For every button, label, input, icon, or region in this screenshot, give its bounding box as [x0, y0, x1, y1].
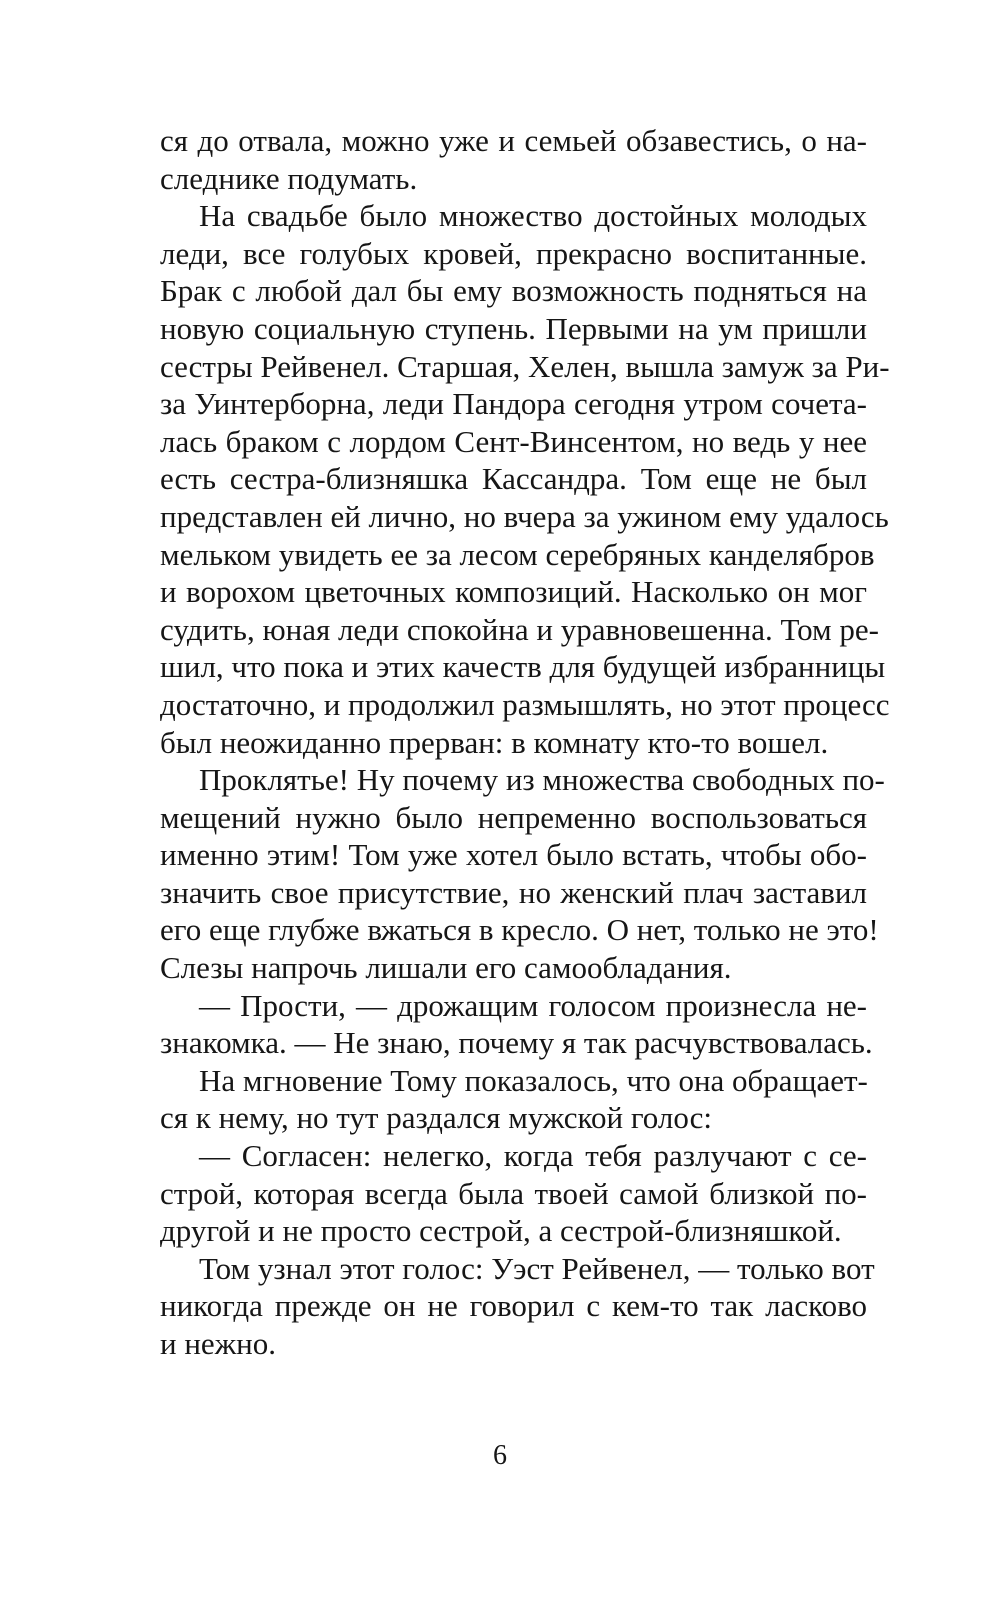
text-line: Проклятье! Ну почему из множества свободных по- [199, 762, 885, 798]
text-line: есть сестра-близняшка Кассандра. Том еще не был [160, 461, 867, 497]
text-line: был неожиданно прерван: в комнату кто-то вошел. [160, 724, 829, 760]
text-line: следнике подумать. [160, 160, 418, 196]
text-line: На свадьбе было множество достойных молодых [199, 198, 867, 234]
text-line: значить свое присутствие, но женский плач заставил [160, 874, 867, 910]
text-line: строй, которая всегда была твоей самой близкой по- [160, 1175, 867, 1211]
text-line: Слезы напрочь лишали его самообладания. [160, 950, 732, 986]
text-line: ся до отвала, можно уже и семьей обзавестись, о на- [160, 123, 867, 158]
text-line: никогда прежде он не говорил с кем-то так ласково [160, 1288, 867, 1324]
text-line: знакомка. — Не знаю, почему я так расчувствовалась. [160, 1025, 873, 1061]
page-number: 6 [493, 1440, 507, 1471]
text-line: представлен ей лично, но вчера за ужином ему удалось [160, 498, 889, 534]
text-line: шил, что пока и этих качеств для будущей избранницы [160, 649, 886, 685]
text-line: именно этим! Том уже хотел было встать, чтобы обо- [160, 837, 867, 873]
book-page [160, 122, 890, 1363]
text-line: новую социальную ступень. Первыми на ум пришли [160, 310, 867, 346]
text-line: достаточно, и продолжил размышлять, но этот процесс [160, 686, 890, 722]
text-line: и нежно. [160, 1326, 276, 1361]
text-line: его еще глубже вжаться в кресло. О нет, только не это! [160, 912, 879, 948]
text-line: мещений нужно было непременно воспользоваться [160, 799, 867, 835]
text-line: — Прости, — дрожащим голосом произнесла не- [199, 987, 867, 1023]
text-line: Брак с любой дал бы ему возможность подняться на [160, 273, 867, 309]
text-line: мельком увидеть ее за лесом серебряных канделябров [160, 536, 875, 572]
text-line: Том узнал этот голос: Уэст Рейвенел, — только вот [199, 1250, 875, 1286]
text-line: и ворохом цветочных композиций. Насколько он мог [160, 574, 867, 610]
text-line: леди, все голубых кровей, прекрасно воспитанные. [160, 235, 867, 271]
text-line: сестры Рейвенел. Старшая, Хелен, вышла замуж за Ри- [160, 348, 890, 384]
text-line: за Уинтерборна, леди Пандора сегодня утром сочета- [160, 386, 867, 422]
text-line: другой и не просто сестрой, а сестрой-близняшкой. [160, 1213, 842, 1249]
text-line: На мгновение Тому показалось, что она обращает- [199, 1062, 868, 1098]
text-line: лась браком с лордом Сент-Винсентом, но ведь у нее [160, 423, 867, 459]
text-line: ся к нему, но тут раздался мужской голос: [160, 1100, 713, 1136]
text-line: — Согласен: нелегко, когда тебя разлучают с се- [199, 1138, 867, 1174]
text-line: судить, юная леди спокойна и уравновешенна. Том ре- [160, 611, 879, 647]
